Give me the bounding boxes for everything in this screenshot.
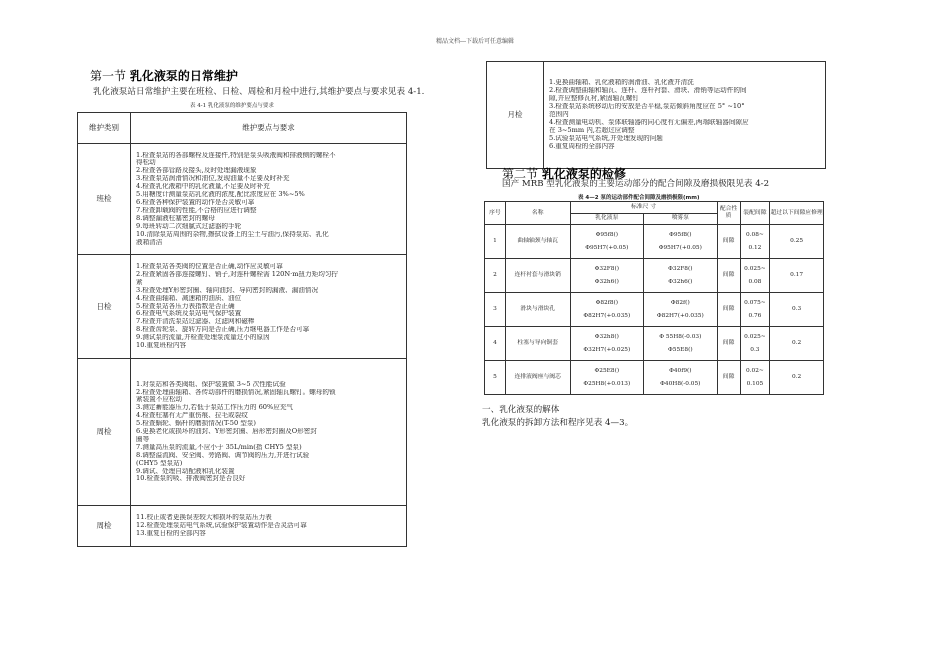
requirement-item: 6.检查电气系统及泵站电气保护装置 xyxy=(136,310,242,318)
header-fit: 配合性质 xyxy=(717,202,740,225)
cell-limit xyxy=(770,293,824,327)
header-spray-pump: 喷雾泵 xyxy=(644,213,718,225)
requirement-item: 紧装置不应松动 xyxy=(136,396,183,404)
requirement-item: 10.检查泵的吸、排液阀密封是否良好 xyxy=(136,475,246,483)
cell-name-text: 滑块与滑块孔 xyxy=(520,306,556,312)
requirement-item: 5.试验泵站电气系统,并处理发现的问题 xyxy=(549,134,663,142)
cell-spray-size-text: Φ 55H8(-0.03) xyxy=(659,333,702,340)
requirement-item: 3.检查泵站系统移动后的安放是否平稳,泵站倾斜角度应在 5° ~10° xyxy=(549,103,745,111)
cell-spray-size-text: Φ95H7(+0.05) xyxy=(658,244,702,251)
cell-spray-size-text: Φ40H8(-0.05) xyxy=(660,380,701,387)
cell-fit-text: 间隙 xyxy=(722,374,735,380)
cell-gap-text: 0.08~ xyxy=(746,231,764,238)
header-standard-size: 标准尺 寸 xyxy=(570,202,717,214)
page-header: 精品文档---下载后可任意编辑 xyxy=(435,38,515,45)
cell-spray-size xyxy=(644,293,718,327)
cell-gap xyxy=(740,327,770,361)
header-emulsion-pump: 乳化液泵 xyxy=(570,213,644,225)
section-1-intro: 乳化液泵站日常维护主要在班检、日检、周检和月检中进行,其维护要点与要求见表 4-1. xyxy=(93,87,425,97)
cell-spray-size xyxy=(644,327,718,361)
cell-gap-text: 0.075~ xyxy=(744,299,766,306)
cell-name-text: 连杆衬套与滑块销 xyxy=(514,272,561,278)
requirement-item: 4.检查柱塞有无严重伤痕、拉毛或裂纹 xyxy=(136,412,248,420)
table-row xyxy=(78,255,407,359)
row-requirements xyxy=(544,62,826,169)
requirement-item: 得松动 xyxy=(136,159,156,167)
requirement-item: 10.清除泵站周围的杂物,擦拭设备上的尘土与油污,保持泵站、乳化 xyxy=(136,230,329,238)
cell-spray-size-text: Φ82H7(+0.035) xyxy=(656,312,704,319)
cell-name xyxy=(505,327,570,361)
cell-emulsion-size xyxy=(570,225,644,259)
requirement-item: 7.检查并清洗泵站过滤器、过滤网和磁棒 xyxy=(136,318,255,326)
row-category: 班检 xyxy=(78,144,131,255)
clearance-table-body xyxy=(485,225,824,395)
requirement-item: 6.重复周检的全部内容 xyxy=(549,142,615,150)
requirement-item: 1.检查泵站的各部螺栓及连接件,特别是泵头吸液阀和排液侧的螺栓不 xyxy=(136,151,336,159)
maintenance-table xyxy=(77,112,407,547)
requirement-item: 8.调整漏液柱塞密封的螺母 xyxy=(136,214,215,222)
cell-gap-text: 0.025~ xyxy=(744,333,766,340)
requirement-item: 在 3~5mm 内,若超过应调整 xyxy=(549,126,635,134)
cell-emulsion-size-text: Φ82f8() xyxy=(595,299,619,306)
cell-gap-text: 0.025~ xyxy=(744,265,766,272)
table-4-2-caption: 表 4—2 泵的运动部件配合间隙及磨损极限(mm) xyxy=(578,195,700,201)
cell-limit-text: 0.3 xyxy=(791,306,802,312)
cell-gap xyxy=(740,259,770,293)
requirement-item: 1.检查泵站各类阀的位置是否正确,动作应灵敏可靠 xyxy=(136,263,283,271)
requirement-item: 3.测定蓄能器压力,若低于泵站工作压力的 60%应充气 xyxy=(136,404,294,412)
table-header-row xyxy=(485,202,824,214)
cell-limit-text: 0.17 xyxy=(790,272,804,278)
row-requirements xyxy=(131,506,407,547)
cell-emulsion-size xyxy=(570,259,644,293)
cell-limit-text: 0.2 xyxy=(791,374,802,380)
requirement-item: 6.检查各种保护装置的动作是否灵敏可靠 xyxy=(136,199,255,206)
cell-limit-text: 0.25 xyxy=(790,238,804,244)
row-requirements xyxy=(131,255,407,359)
row-requirements xyxy=(131,144,407,255)
cell-fit xyxy=(717,293,740,327)
cell-gap xyxy=(740,361,770,395)
requirement-item: 1.对泵站和各类阀组、保护装置做 3~5 次性能试验 xyxy=(136,380,286,388)
cell-spray-size-text: Φ55E8() xyxy=(668,346,693,353)
requirement-item: 紧 xyxy=(136,278,143,286)
cell-emulsion-size-text: Φ95f8() xyxy=(595,231,619,238)
requirement-item: 3.检查处理Y形密封圈、轴向油封、导向密封的漏液、漏油情况 xyxy=(136,286,319,294)
row-category: 周检 xyxy=(78,506,131,547)
requirement-item: 8.调整溢流阀、安全阀、旁路阀、调节阀的压力,并进行试验 xyxy=(136,451,310,459)
cell-limit-text: 0.2 xyxy=(791,340,802,346)
cell-fit-text: 间隙 xyxy=(722,340,735,346)
requirement-item: 隙,并应整修瓦衬,紧固轴瓦螺钉 xyxy=(549,95,639,103)
row-category: 周检 xyxy=(78,359,131,506)
requirement-item: 9.测试泵的流量,并检查处理泵流量过小的原因 xyxy=(136,334,270,342)
requirement-item: 7.检查卸载阀的性能,不合格的应进行调整 xyxy=(136,206,257,214)
cell-gap xyxy=(740,225,770,259)
monthly-check-table xyxy=(486,61,826,169)
cell-no-text: 4 xyxy=(493,340,497,346)
cell-gap-text: 0.105 xyxy=(746,380,764,387)
cell-gap-text: 0.02~ xyxy=(746,367,764,374)
table-row xyxy=(78,359,407,506)
cell-no xyxy=(485,225,506,259)
cell-limit xyxy=(770,225,824,259)
cell-gap-text: 0.12 xyxy=(748,244,762,251)
requirement-item: 5.检查泵站各压力表指数是否正确 xyxy=(136,302,235,310)
cell-emulsion-size-text: Φ32F8() xyxy=(594,265,619,272)
header-limit: 超过以下间隙应修理 xyxy=(770,202,824,225)
requirement-item: 5.检查蜗轮、蜗杆的磨损情况(T-50 型泵) xyxy=(136,420,257,428)
requirement-item: 10.重复班检内容 xyxy=(136,342,187,350)
subsection-text: 乳化液泵的拆卸方法和程序见表 4—3。 xyxy=(482,418,634,428)
cell-name xyxy=(505,293,570,327)
cell-spray-size-text: Φ40f9() xyxy=(669,367,692,374)
requirement-item: 9.调试、处理自动配液和乳化装置 xyxy=(136,467,235,475)
cell-spray-size-text: Φ95f8() xyxy=(669,231,692,238)
header-requirements: 维护要点与要求 xyxy=(131,113,407,144)
table-4-1-caption: 表 4-1 乳化液泵的维护要点与要求 xyxy=(190,103,274,109)
section-2-prefix: 第二节 xyxy=(502,167,539,181)
cell-spray-size xyxy=(644,259,718,293)
cell-gap xyxy=(740,293,770,327)
cell-spray-size-text: Φ32F8() xyxy=(668,265,693,272)
table-row xyxy=(485,293,824,327)
requirement-item: 7.测量高压泵的流量,不应小于 35L/min(指 CHY5 型泵) xyxy=(136,443,302,451)
requirement-item: 2.检查各部管路及接头,及时处理漏液现象 xyxy=(136,167,257,175)
cell-limit xyxy=(770,259,824,293)
requirement-item: 8.检查齿轮泵、旋转方向是否正确,压力继电器工作是否可靠 xyxy=(136,326,310,334)
cell-no-text: 5 xyxy=(493,374,497,380)
cell-gap-text: 0.08 xyxy=(748,278,762,285)
subsection-heading: 一、乳化液泵的解体 xyxy=(482,405,560,415)
requirement-item: 2.检查紧固各部连接螺钉、销子,对连杆螺栓需 120N·m扭力矩均匀拧 xyxy=(136,270,339,278)
cell-emulsion-size-text: Φ95H7(+0.05) xyxy=(585,244,629,251)
header-gap: 装配间隙 xyxy=(740,202,770,225)
section-1-prefix: 第一节 xyxy=(90,69,127,83)
cell-emulsion-size xyxy=(570,327,644,361)
requirement-item: 圈等 xyxy=(136,435,150,443)
cell-no xyxy=(485,361,506,395)
table-row xyxy=(78,144,407,255)
cell-emulsion-size xyxy=(570,293,644,327)
cell-emulsion-size xyxy=(570,361,644,395)
cell-no-text: 2 xyxy=(493,272,497,278)
section-2-title: 乳化液泵的检修 xyxy=(541,167,626,181)
requirement-item: 4.检查测量电动机、泵体联轴器的同心度有无偏差,两端联轴器间隙应 xyxy=(549,118,749,126)
requirement-item: 12.检查处理泵站电气系统,试验保护装置动作是否灵活可靠 xyxy=(136,522,307,530)
cell-fit-text: 间隙 xyxy=(722,238,735,244)
requirement-item: 5.用糖度计测量泵站乳化液的浓度,配比浓度应在 3%~5% xyxy=(136,191,305,199)
section-1-title: 乳化液泵的日常维护 xyxy=(129,69,238,83)
row-requirements xyxy=(131,359,407,506)
table-row xyxy=(78,506,407,547)
cell-emulsion-size-text: Φ32h6() xyxy=(594,278,619,285)
table-row xyxy=(485,259,824,293)
cell-name-text: 曲轴轴颈与轴瓦 xyxy=(517,238,558,244)
table-row xyxy=(485,361,824,395)
cell-name xyxy=(505,259,570,293)
cell-name-text: 连排液阀座与阀芯 xyxy=(514,374,561,380)
cell-spray-size xyxy=(644,225,718,259)
cell-emulsion-size-text: Φ82H7(+0.035) xyxy=(583,312,631,319)
cell-fit-text: 间隙 xyxy=(722,272,735,278)
cell-name xyxy=(505,225,570,259)
cell-emulsion-size-text: Φ32H7(+0.025) xyxy=(583,346,631,353)
cell-no-text: 1 xyxy=(493,238,497,244)
row-category: 日检 xyxy=(78,255,131,359)
cell-fit-text: 间隙 xyxy=(722,306,735,312)
cell-fit xyxy=(717,259,740,293)
section-1-heading xyxy=(90,67,238,84)
requirement-item: 2.检查处理曲轴箱、各传动部件的磨损情况,紧固轴瓦螺钉。螺母的锁 xyxy=(136,388,336,396)
requirement-item: 范围内 xyxy=(549,111,569,119)
header-name: 名称 xyxy=(505,202,570,225)
cell-fit xyxy=(717,327,740,361)
cell-spray-size-text: Φ32h6() xyxy=(668,278,693,285)
cell-name-text: 柱塞与导向铜套 xyxy=(517,340,558,346)
requirement-item: 11.校正或者更换误差较大和损坏的泵站压力表 xyxy=(136,514,272,522)
cell-spray-size xyxy=(644,361,718,395)
table-row xyxy=(485,225,824,259)
requirement-item: 1.更换曲轴箱、乳化液箱的润滑油、乳化液并清洗 xyxy=(549,79,694,87)
cell-spray-size-text: Φ82f() xyxy=(670,299,690,306)
row-category: 月检 xyxy=(487,62,544,169)
requirement-item: 9.每班转动二次细腻式过滤器的手轮 xyxy=(136,222,242,230)
cell-no xyxy=(485,327,506,361)
cell-limit xyxy=(770,327,824,361)
cell-fit xyxy=(717,225,740,259)
cell-gap-text: 0.3 xyxy=(750,346,760,353)
table-row xyxy=(487,62,826,169)
requirement-item: 4.检查曲轴箱、减速箱的油质、油位 xyxy=(136,294,242,302)
header-no: 序号 xyxy=(485,202,506,225)
cell-gap-text: 0.76 xyxy=(748,312,762,319)
cell-limit xyxy=(770,361,824,395)
cell-emulsion-size-text: Φ32h8() xyxy=(594,333,619,340)
requirement-item: 液箱清洁 xyxy=(136,238,163,246)
clearance-table xyxy=(484,201,824,395)
cell-emulsion-size-text: Φ25H8(+0.013) xyxy=(583,380,631,387)
cell-emulsion-size-text: Φ25E8() xyxy=(594,367,620,374)
table-row xyxy=(485,327,824,361)
header-category: 维护类别 xyxy=(78,113,131,144)
table-header-row xyxy=(78,113,407,144)
requirement-item: 6.更换老化或损坏的油封、Y形密封圈、唇形密封圈及O形密封 xyxy=(136,428,317,436)
cell-fit xyxy=(717,361,740,395)
requirement-item: (CHY5 型泵站) xyxy=(136,459,183,467)
cell-name xyxy=(505,361,570,395)
cell-no-text: 3 xyxy=(493,306,497,312)
cell-no xyxy=(485,259,506,293)
requirement-item: 2.检查调整曲轴和轴瓦、连杆、连杆衬套、滑块、滑销等运动件的间 xyxy=(549,87,747,95)
requirement-item: 13.重复日检的全部内容 xyxy=(136,529,206,537)
cell-no xyxy=(485,293,506,327)
requirement-item: 3.检查泵站润滑情况和油位,发现油量不足要及时补充 xyxy=(136,175,290,183)
requirement-item: 4.检查乳化液箱中的乳化液量,不足要及时补充 xyxy=(136,183,270,191)
section-2-intro: 国产 MRB 型乳化液泵的主要运动部分的配合间隙及磨损极限见表 4-2 xyxy=(502,179,770,189)
